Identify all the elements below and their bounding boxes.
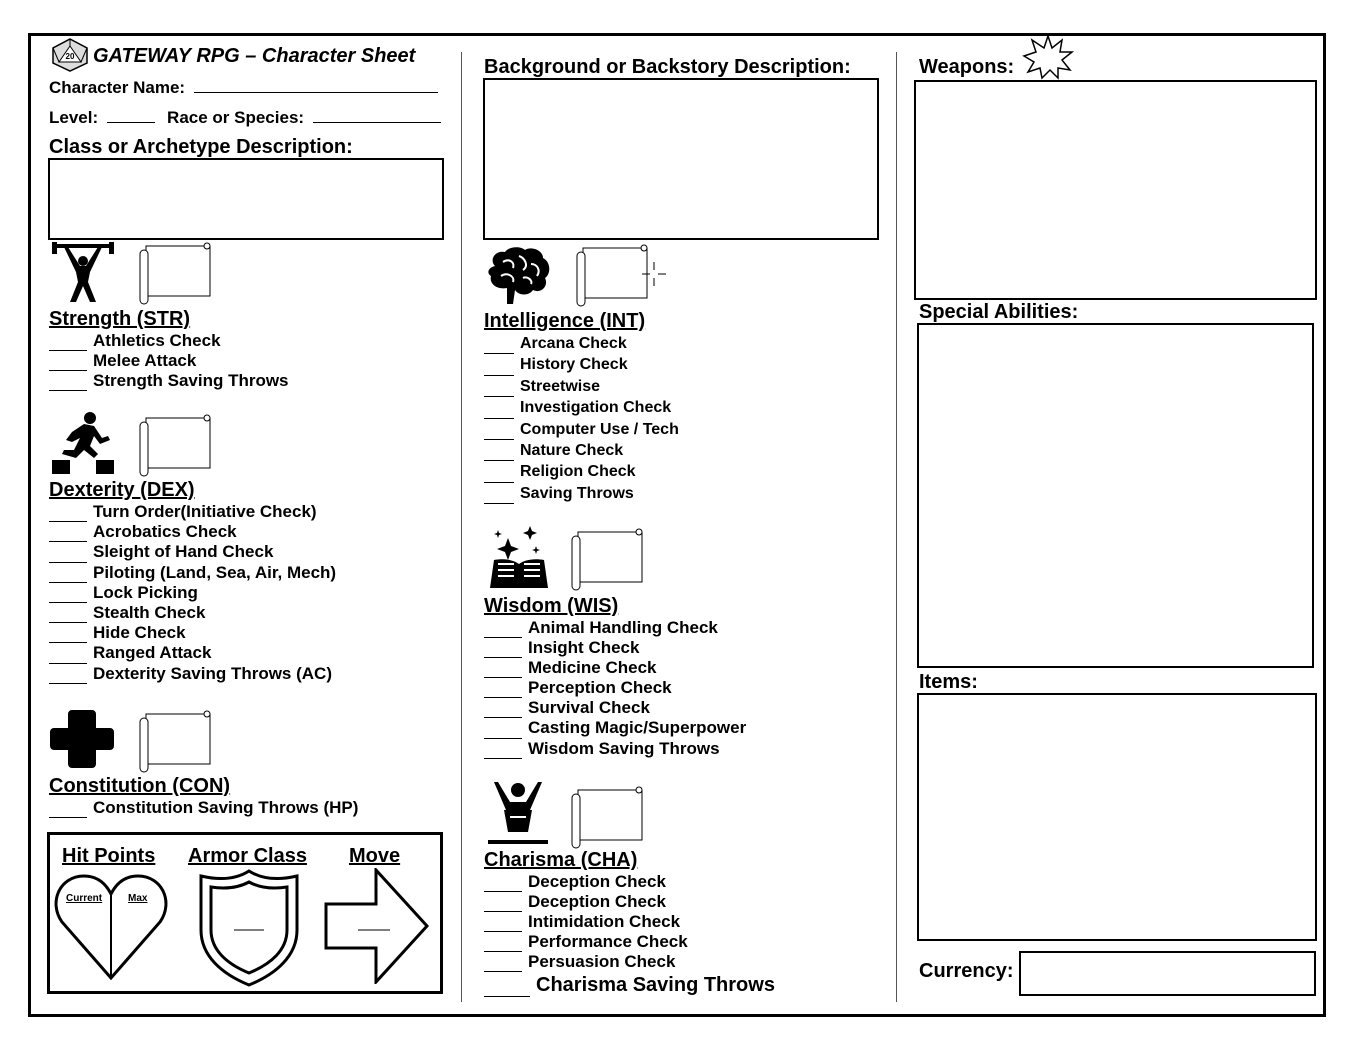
special-abilities-box[interactable] <box>917 323 1314 668</box>
skill-field[interactable] <box>49 628 87 643</box>
skill-label: Saving Throws <box>520 484 634 502</box>
skill-field[interactable] <box>484 897 522 912</box>
skill-row <box>484 333 679 354</box>
scroll-icon <box>138 240 214 306</box>
skill-row <box>484 739 746 759</box>
skill-row <box>484 461 679 482</box>
skill-label: Acrobatics Check <box>93 522 237 542</box>
charisma-saving-label: Charisma Saving Throws <box>536 974 775 996</box>
skill-row <box>49 643 336 663</box>
skill-row <box>484 912 688 932</box>
items-label: Items: <box>919 671 978 693</box>
skill-field[interactable] <box>484 361 514 376</box>
skill-field[interactable] <box>484 917 522 932</box>
wisdom-title: Wisdom (WIS) <box>484 595 619 617</box>
skill-field[interactable] <box>484 744 522 759</box>
skill-label: Religion Check <box>520 463 636 481</box>
skill-row <box>49 522 336 542</box>
column-divider-right <box>896 52 897 1002</box>
skill-row <box>49 664 336 684</box>
skill-label: Piloting (Land, Sea, Air, Mech) <box>93 562 337 582</box>
column-divider-left <box>461 52 462 1002</box>
class-description-box[interactable] <box>48 158 444 240</box>
skill-label: Constitution Saving Throws (HP) <box>93 798 359 817</box>
magic-book-icon <box>486 524 552 590</box>
hp-current-label: Current <box>66 893 103 904</box>
skill-row <box>484 638 746 658</box>
move-arrow-icon[interactable] <box>324 868 430 984</box>
skill-field[interactable] <box>49 649 87 664</box>
skill-field[interactable] <box>49 376 87 391</box>
skill-label: Persuasion Check <box>528 952 676 972</box>
skill-row <box>484 397 679 418</box>
skill-field[interactable] <box>49 608 87 623</box>
d20-dice-icon <box>50 38 90 72</box>
skill-field[interactable] <box>49 527 87 542</box>
skill-row <box>484 718 746 738</box>
skill-row <box>484 872 688 892</box>
skill-row <box>484 658 746 678</box>
skill-label: History Check <box>520 356 628 374</box>
scroll-icon <box>138 412 214 478</box>
skill-row <box>49 542 336 562</box>
constitution-title: Constitution (CON) <box>49 775 231 797</box>
skill-label: Wisdom Saving Throws <box>528 738 720 758</box>
skill-label: Dexterity Saving Throws (AC) <box>93 663 332 683</box>
level-race-row <box>49 106 441 128</box>
character-name-label: Character Name: <box>49 78 186 97</box>
weightlifter-icon <box>50 242 116 304</box>
skill-row <box>484 419 679 440</box>
skill-row <box>484 483 679 504</box>
move-label: Move <box>349 845 401 867</box>
skill-row <box>49 623 336 643</box>
intelligence-title: Intelligence (INT) <box>484 310 646 332</box>
skill-field[interactable] <box>484 468 514 483</box>
dexterity-title: Dexterity (DEX) <box>49 479 195 501</box>
currency-label: Currency: <box>919 960 1014 982</box>
skill-row <box>484 952 688 972</box>
strength-title: Strength (STR) <box>49 308 191 330</box>
skill-label: Athletics Check <box>93 331 221 350</box>
skill-row <box>484 678 746 698</box>
burst-icon <box>1022 34 1074 80</box>
skill-field[interactable] <box>484 623 522 638</box>
skill-row <box>484 932 688 952</box>
strength-skill-list <box>49 331 289 391</box>
scroll-icon <box>570 784 646 850</box>
skill-label: Perception Check <box>528 678 672 698</box>
skill-row <box>484 440 679 461</box>
skill-field[interactable] <box>484 703 522 718</box>
crosshair-icon <box>642 262 666 286</box>
skill-row <box>49 502 336 522</box>
sheet-title: GATEWAY RPG – Character Sheet <box>93 45 416 67</box>
skill-label: Intimidation Check <box>528 912 681 932</box>
skill-label: Strength Saving Throws <box>93 371 289 390</box>
skill-row <box>49 583 336 603</box>
skill-label: Animal Handling Check <box>528 618 718 637</box>
skill-field[interactable] <box>49 588 87 603</box>
skill-field[interactable] <box>49 803 87 818</box>
character-name-row <box>49 76 438 98</box>
skill-label: Deception Check <box>528 872 666 891</box>
skill-field[interactable] <box>484 937 522 952</box>
speaker-podium-icon <box>486 780 550 846</box>
skill-row <box>49 351 289 371</box>
shield-icon[interactable] <box>198 868 300 988</box>
skill-label: Arcana Check <box>520 335 627 352</box>
skill-field[interactable] <box>484 877 522 892</box>
skill-row <box>49 563 336 583</box>
skill-field[interactable] <box>484 446 514 461</box>
skill-label: Ranged Attack <box>93 643 212 663</box>
skill-label: Medicine Check <box>528 658 657 678</box>
scroll-icon <box>138 708 214 774</box>
skill-row <box>49 603 336 623</box>
skill-field[interactable] <box>49 669 87 684</box>
skill-label: Lock Picking <box>93 582 198 602</box>
skill-label: Stealth Check <box>93 603 206 623</box>
skill-field[interactable] <box>484 663 522 678</box>
skill-label: Performance Check <box>528 932 688 952</box>
weapons-box[interactable] <box>914 80 1317 300</box>
health-cross-icon <box>50 708 114 770</box>
intelligence-skill-list <box>484 333 679 504</box>
brain-icon <box>485 246 553 306</box>
skill-label: Survival Check <box>528 698 650 718</box>
skill-field[interactable] <box>484 643 522 658</box>
race-label: Race or Species: <box>167 108 305 127</box>
dexterity-skill-list <box>49 502 336 684</box>
skill-field[interactable] <box>484 339 514 354</box>
skill-field[interactable] <box>49 507 87 522</box>
special-abilities-label: Special Abilities: <box>919 301 1079 323</box>
skill-field[interactable] <box>49 548 87 563</box>
charisma-title: Charisma (CHA) <box>484 849 638 871</box>
skill-label: Melee Attack <box>93 351 197 370</box>
skill-label: Turn Order(Initiative Check) <box>93 502 317 521</box>
armor-class-label: Armor Class <box>188 845 307 867</box>
charisma-skill-list <box>484 872 688 972</box>
skill-row <box>49 331 289 351</box>
background-label: Background or Backstory Description: <box>484 56 851 78</box>
skill-field[interactable] <box>484 382 514 397</box>
class-label: Class or Archetype Description: <box>49 136 353 158</box>
scroll-icon <box>575 242 651 308</box>
skill-row <box>484 698 746 718</box>
race-field[interactable] <box>313 106 441 123</box>
skill-label: Nature Check <box>520 442 624 460</box>
skill-label: Casting Magic/Superpower <box>528 718 747 738</box>
skill-field[interactable] <box>484 425 514 440</box>
skill-field[interactable] <box>484 978 530 997</box>
currency-box[interactable] <box>1019 951 1316 996</box>
skill-field[interactable] <box>484 724 522 739</box>
skill-label: Sleight of Hand Check <box>93 542 274 562</box>
hit-points-label: Hit Points <box>62 845 156 867</box>
skill-field[interactable] <box>49 356 87 371</box>
skill-label: Computer Use / Tech <box>520 420 679 438</box>
level-label: Level: <box>49 108 99 127</box>
skill-label: Deception Check <box>528 892 666 912</box>
skill-field[interactable] <box>49 336 87 351</box>
skill-field[interactable] <box>484 957 522 972</box>
scroll-icon <box>570 526 646 592</box>
skill-label: Insight Check <box>528 638 640 658</box>
skill-label: Streetwise <box>520 377 601 395</box>
skill-field[interactable] <box>484 404 514 419</box>
wisdom-skill-list <box>484 618 746 759</box>
svg-text:20: 20 <box>65 52 75 61</box>
character-name-field[interactable] <box>194 76 438 93</box>
items-box[interactable] <box>917 693 1317 941</box>
constitution-skill-list <box>49 798 358 818</box>
skill-row <box>49 371 289 391</box>
skill-row <box>484 354 679 375</box>
background-box[interactable] <box>483 78 879 240</box>
hp-max-label: Max <box>128 893 148 904</box>
skill-label: Hide Check <box>93 623 186 643</box>
skill-row <box>484 618 746 638</box>
heart-icon[interactable] <box>54 872 168 982</box>
level-field[interactable] <box>107 106 155 123</box>
skill-field[interactable] <box>49 568 87 583</box>
skill-row <box>484 892 688 912</box>
skill-label: Investigation Check <box>520 399 672 417</box>
skill-field[interactable] <box>484 489 514 504</box>
skill-field[interactable] <box>484 683 522 698</box>
weapons-label: Weapons: <box>919 56 1015 78</box>
skill-row <box>484 376 679 397</box>
charisma-saving-row <box>484 974 775 997</box>
runner-jump-icon <box>50 412 116 476</box>
skill-row <box>49 798 358 818</box>
